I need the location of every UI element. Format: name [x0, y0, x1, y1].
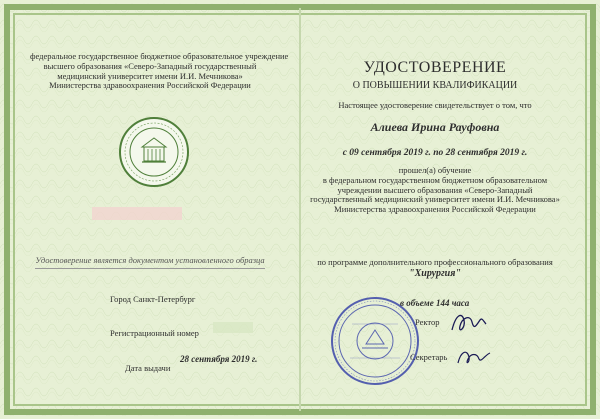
recipient-name: Алиева Ирина Рауфовна [370, 120, 500, 134]
university-emblem [118, 116, 190, 188]
redacted-registration-number [213, 322, 253, 333]
body-line: Министерства здравоохранения Российской Федерации [334, 204, 536, 215]
body-line: государственный медицинский университет имени И.И. Мечникова» [310, 194, 560, 205]
program-name: "Хирургия" [409, 268, 461, 279]
hours: в объеме 144 часа [400, 298, 470, 308]
certificate-title: УДОСТОВЕРЕНИЕ [363, 59, 507, 76]
official-seal [330, 296, 420, 386]
institution-header [30, 51, 289, 91]
program-intro: по программе дополнительного профессионального образования [317, 257, 553, 267]
divider-line [35, 268, 265, 269]
institution-line: медицинский университет имени И.И. Мечникова» [57, 70, 243, 81]
rector-signature [448, 308, 490, 338]
institution-line: федеральное государственное бюджетное образовательное учреждение [30, 51, 289, 61]
body-line: прошел(а) обучение [398, 165, 472, 175]
secretary-signature [455, 345, 493, 369]
page-fold [299, 8, 301, 411]
city-label: Город Санкт-Петербург [110, 294, 196, 304]
secretary-label: Секретарь [410, 352, 448, 362]
training-period: с 09 сентября 2019 г. по 28 сентября 2019 г. [342, 148, 528, 158]
body-line: учреждении высшего образования «Северо-Западный [337, 184, 533, 195]
redacted-area [92, 207, 182, 220]
certificate-subtitle: О ПОВЫШЕНИИ КВАЛИФИКАЦИИ [352, 80, 518, 91]
institution-line: Министерства здравоохранения Российской Федерации [49, 80, 251, 91]
issue-date: 28 сентября 2019 г. [180, 354, 258, 364]
issue-date-label: Дата выдачи [125, 363, 171, 373]
training-body [310, 166, 560, 215]
registration-label: Регистрационный номер [110, 328, 199, 338]
institution-line: высшего образования «Северо-Западный государственный [43, 60, 257, 71]
rector-label: Ректор [415, 317, 440, 327]
certificate-intro: Настоящее удостоверение свидетельствует о том, что [338, 100, 532, 110]
official-document-text: Удостоверение является документом установленного образца [35, 255, 265, 265]
body-line: в федеральном государственном бюджетном образовательном [322, 174, 548, 185]
